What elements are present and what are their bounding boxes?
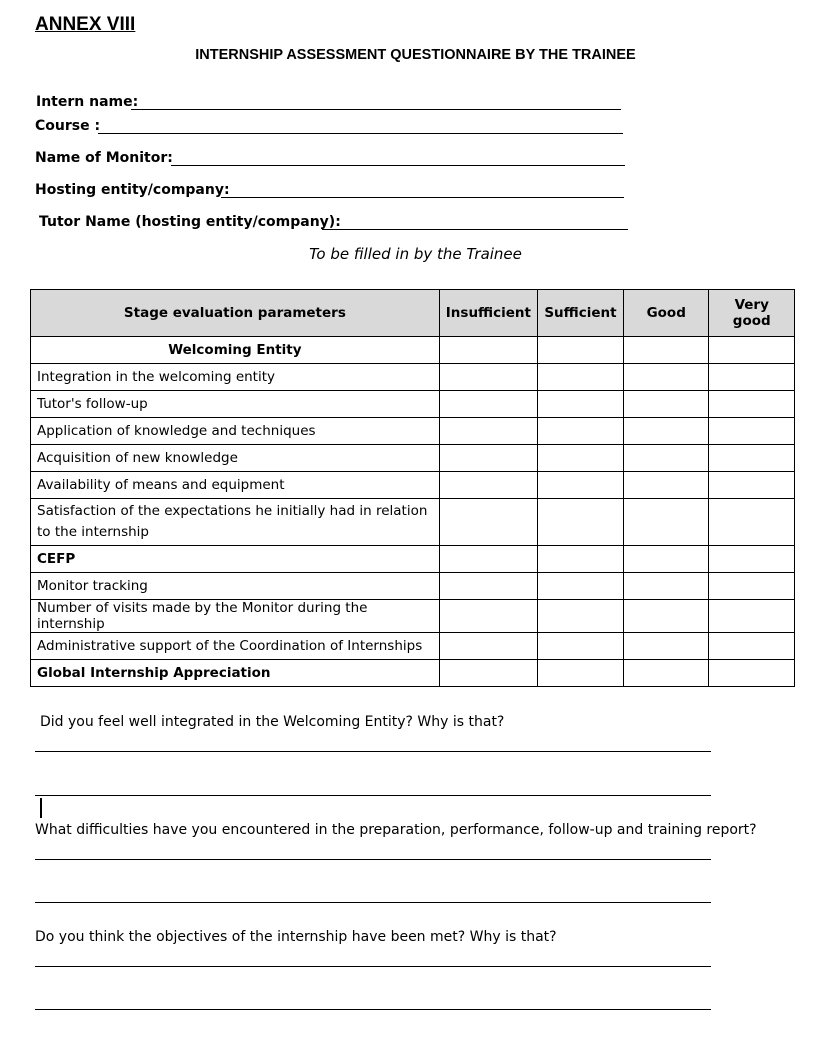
rating-cell[interactable]	[439, 546, 537, 573]
rating-cell[interactable]	[537, 364, 623, 391]
table-row	[31, 660, 795, 687]
rating-cell[interactable]	[537, 472, 623, 499]
rating-cell[interactable]	[537, 391, 623, 418]
answer-line[interactable]	[35, 751, 711, 752]
answer-line[interactable]	[35, 795, 711, 796]
rating-cell[interactable]	[623, 472, 709, 499]
rating-cell[interactable]	[537, 337, 623, 364]
rating-cell[interactable]	[709, 633, 795, 660]
rating-cell[interactable]	[439, 660, 537, 687]
rating-cell[interactable]	[537, 600, 623, 633]
table-row	[31, 472, 795, 499]
rating-cell[interactable]	[537, 633, 623, 660]
rating-cell[interactable]	[439, 364, 537, 391]
annex-label: ANNEX VIII	[35, 14, 136, 35]
rating-cell[interactable]	[623, 600, 709, 633]
document-title: INTERNSHIP ASSESSMENT QUESTIONNAIRE BY THE TRAINEE	[195, 47, 636, 63]
rating-cell[interactable]	[439, 499, 537, 546]
rating-cell[interactable]	[623, 418, 709, 445]
intern-name-line[interactable]	[131, 109, 621, 110]
parameter-label: Administrative support of the Coordination of Internships	[31, 633, 440, 660]
rating-cell[interactable]	[439, 472, 537, 499]
rating-cell[interactable]	[623, 337, 709, 364]
rating-cell[interactable]	[439, 337, 537, 364]
rating-cell[interactable]	[709, 573, 795, 600]
global-appreciation-label: Global Internship Appreciation	[31, 660, 440, 687]
section-cefp: CEFP	[31, 546, 440, 573]
parameter-label: Integration in the welcoming entity	[31, 364, 440, 391]
rating-cell[interactable]	[623, 633, 709, 660]
rating-cell[interactable]	[439, 573, 537, 600]
table-row	[31, 337, 795, 364]
parameter-label: Tutor's follow-up	[31, 391, 440, 418]
monitor-label: Name of Monitor:	[35, 150, 173, 166]
rating-cell[interactable]	[439, 600, 537, 633]
table-row	[31, 633, 795, 660]
rating-cell[interactable]	[537, 499, 623, 546]
tutor-label: Tutor Name (hosting entity/company):	[39, 214, 341, 230]
tutor-line[interactable]	[322, 229, 628, 230]
rating-cell[interactable]	[537, 660, 623, 687]
hosting-label: Hosting entity/company:	[35, 182, 230, 198]
rating-cell[interactable]	[623, 573, 709, 600]
rating-cell[interactable]	[709, 337, 795, 364]
answer-line[interactable]	[35, 902, 711, 903]
header-parameters: Stage evaluation parameters	[31, 290, 440, 337]
rating-cell[interactable]	[709, 364, 795, 391]
rating-cell[interactable]	[709, 418, 795, 445]
rating-cell[interactable]	[709, 472, 795, 499]
table-row	[31, 573, 795, 600]
parameter-label: Number of visits made by the Monitor during the internship	[31, 600, 440, 633]
rating-cell[interactable]	[623, 364, 709, 391]
header-insufficient: Insufficient	[439, 290, 537, 337]
section-welcoming-entity: Welcoming Entity	[31, 337, 440, 364]
rating-cell[interactable]	[623, 546, 709, 573]
header-good: Good	[623, 290, 709, 337]
rating-cell[interactable]	[537, 418, 623, 445]
table-header-row	[31, 290, 795, 337]
parameter-label: Application of knowledge and techniques	[31, 418, 440, 445]
subtitle: To be filled in by the Trainee	[309, 245, 522, 263]
rating-cell[interactable]	[623, 445, 709, 472]
question-objectives: Do you think the objectives of the internship have been met? Why is that?	[35, 929, 557, 945]
table-row	[31, 445, 795, 472]
parameter-label: Acquisition of new knowledge	[31, 445, 440, 472]
question-integration: Did you feel well integrated in the Welcoming Entity? Why is that?	[40, 714, 505, 730]
answer-line[interactable]	[35, 1009, 711, 1010]
monitor-line[interactable]	[171, 165, 625, 166]
question-difficulties: What difficulties have you encountered in the preparation, performance, follow-up and training report?	[35, 822, 757, 838]
course-label: Course :	[35, 118, 101, 134]
rating-cell[interactable]	[537, 546, 623, 573]
rating-cell[interactable]	[439, 445, 537, 472]
parameter-label: Satisfaction of the expectations he initially had in relation to the internship	[31, 499, 440, 546]
parameter-label: Availability of means and equipment	[31, 472, 440, 499]
table-row	[31, 499, 795, 546]
text-cursor	[40, 798, 42, 818]
rating-cell[interactable]	[709, 660, 795, 687]
intern-name-label: Intern name:	[36, 94, 139, 110]
table-row	[31, 391, 795, 418]
rating-cell[interactable]	[709, 546, 795, 573]
table-row	[31, 546, 795, 573]
table-row	[31, 364, 795, 391]
rating-cell[interactable]	[709, 499, 795, 546]
header-sufficient: Sufficient	[537, 290, 623, 337]
rating-cell[interactable]	[709, 445, 795, 472]
rating-cell[interactable]	[537, 445, 623, 472]
evaluation-table	[30, 289, 795, 687]
course-line[interactable]	[98, 133, 623, 134]
rating-cell[interactable]	[439, 633, 537, 660]
rating-cell[interactable]	[623, 499, 709, 546]
table-row	[31, 418, 795, 445]
parameter-label: Monitor tracking	[31, 573, 440, 600]
rating-cell[interactable]	[537, 573, 623, 600]
rating-cell[interactable]	[439, 418, 537, 445]
rating-cell[interactable]	[623, 391, 709, 418]
answer-line[interactable]	[35, 859, 711, 860]
rating-cell[interactable]	[623, 660, 709, 687]
header-very-good: Very good	[709, 290, 795, 337]
rating-cell[interactable]	[709, 391, 795, 418]
rating-cell[interactable]	[439, 391, 537, 418]
hosting-line[interactable]	[221, 197, 624, 198]
answer-line[interactable]	[35, 966, 711, 967]
table-row	[31, 600, 795, 633]
rating-cell[interactable]	[709, 600, 795, 633]
